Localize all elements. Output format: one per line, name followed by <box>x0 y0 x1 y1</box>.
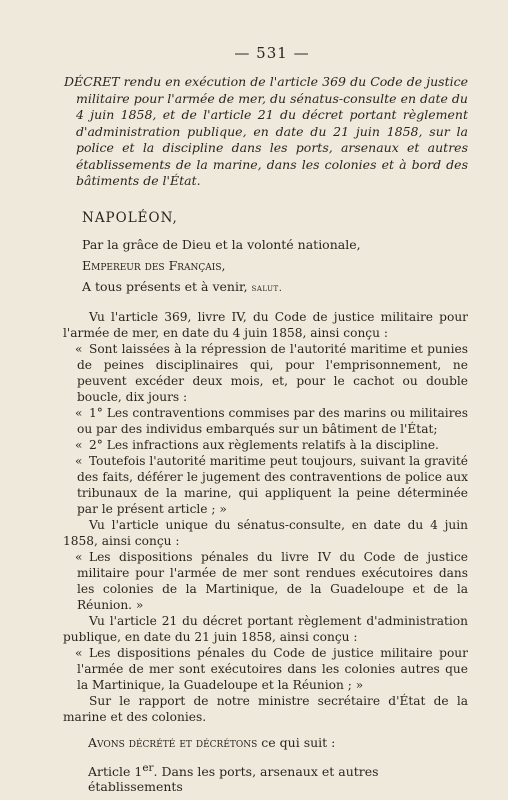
decree-body <box>63 309 468 725</box>
vu-senatus-consulte: Vu l'article unique du sénatus-consulte, en date du 4 juin 1858, ainsi conçu : <box>63 517 468 548</box>
quote-text: 2° Les infractions aux règlements relatifs à la discipline. <box>89 437 439 452</box>
quote-text: Sont laissées à la répression de l'autorité maritime et punies de peines disciplinaires qui, pour l'emprisonnement, ne peuvent excéder deux mois, et, pour le cachot ou double boucle, dix jours : <box>77 341 468 404</box>
article-text: . Dans les ports, arsenaux et autres établissements <box>88 763 379 794</box>
decree-title <box>64 74 468 190</box>
quote-paragraph: « Sont laissées à la répression de l'autorité maritime et punies de peines disciplinaires qui, pour l'emprisonnement, ne peuvent excéder deux mois, et, pour le cachot ou double boucle, dix jours : <box>75 341 468 404</box>
napoleon-heading: NAPOLÉON, <box>82 209 178 226</box>
quote-paragraph: « Les dispositions pénales du Code de justice militaire pour l'armée de mer sont exécutoires dans les colonies autres que la Martinique, la Guadeloupe et la Réunion ; » <box>75 645 468 692</box>
presents-text: A tous présents et à venir, <box>82 278 248 294</box>
quote-paragraph: « 1° Les contraventions commises par des marins ou militaires ou par des individus embarqués sur un bâtiment de l'État; <box>75 405 468 436</box>
salut-text: salut. <box>251 282 283 294</box>
decretons-label: Avons décrété et décrétons <box>88 734 258 750</box>
quote-text: Les dispositions pénales du livre IV du Code de justice militaire pour l'armée de mer sont rendues exécutoires dans les colonies de la Martinique, de la Guadeloupe et de la Réunion. » <box>77 549 468 612</box>
sur-le-rapport: Sur le rapport de notre ministre secrétaire d'État de la marine et des colonies. <box>63 693 468 724</box>
quote-text: Toutefois l'autorité maritime peut toujours, suivant la gravité des faits, déférer le jugement des contraventions de police aux tribunaux de la marine, qui appliquent la peine déterminée par le présent article ; » <box>77 453 468 516</box>
grace-line: Par la grâce de Dieu et la volonté nationale, <box>82 236 361 252</box>
suit-text: ce qui suit : <box>261 734 336 750</box>
article-label: Article 1 <box>88 763 143 779</box>
presents-line <box>82 276 468 299</box>
quote-paragraph: « 2° Les infractions aux règlements relatifs à la discipline. <box>75 437 439 452</box>
page-number: — 531 — <box>234 44 310 62</box>
decree-title-text: rendu en exécution de l'article 369 du Code de justice militaire pour l'armée de mer, du sénatus-consulte en date du 4 juin 1858, et de l'article 21 du décret portant règlement d'administration publique, en date du 21 juin 1858, sur la police et la discipline dans les ports, arsenaux et autres établissements de la marine, dans les colonies et à bord des bâtiments de l'État. <box>76 74 468 188</box>
quote-paragraph: « Les dispositions pénales du livre IV du Code de justice militaire pour l'armée de mer sont rendues exécutoires dans les colonies de la Martinique, de la Guadeloupe et de la Réunion. » <box>75 549 468 612</box>
quote-paragraph: « Toutefois l'autorité maritime peut toujours, suivant la gravité des faits, déférer le jugement des contraventions de police aux tribunaux de la marine, qui appliquent la peine déterminée par le présent article ; » <box>75 453 468 516</box>
quote-text: 1° Les contraventions commises par des marins ou militaires ou par des individus embarqués sur un bâtiment de l'État; <box>77 405 468 436</box>
decretons-line <box>88 735 468 750</box>
article-sup: er <box>142 761 154 774</box>
empereur-line: Empereur des Français, <box>82 257 226 273</box>
vu-article-369: Vu l'article 369, livre IV, du Code de justice militaire pour l'armée de mer, en date du 4 juin 1858, ainsi conçu : <box>63 309 468 340</box>
vu-article-21: Vu l'article 21 du décret portant règlement d'administration publique, en date du 21 juin 1858, ainsi conçu : <box>63 613 468 644</box>
quote-text: Les dispositions pénales du Code de justice militaire pour l'armée de mer sont exécutoires dans les colonies autres que la Martinique, la Guadeloupe et la Réunion ; » <box>77 645 468 692</box>
article-1 <box>88 762 468 794</box>
decree-title-lead: DÉCRET <box>64 74 120 89</box>
